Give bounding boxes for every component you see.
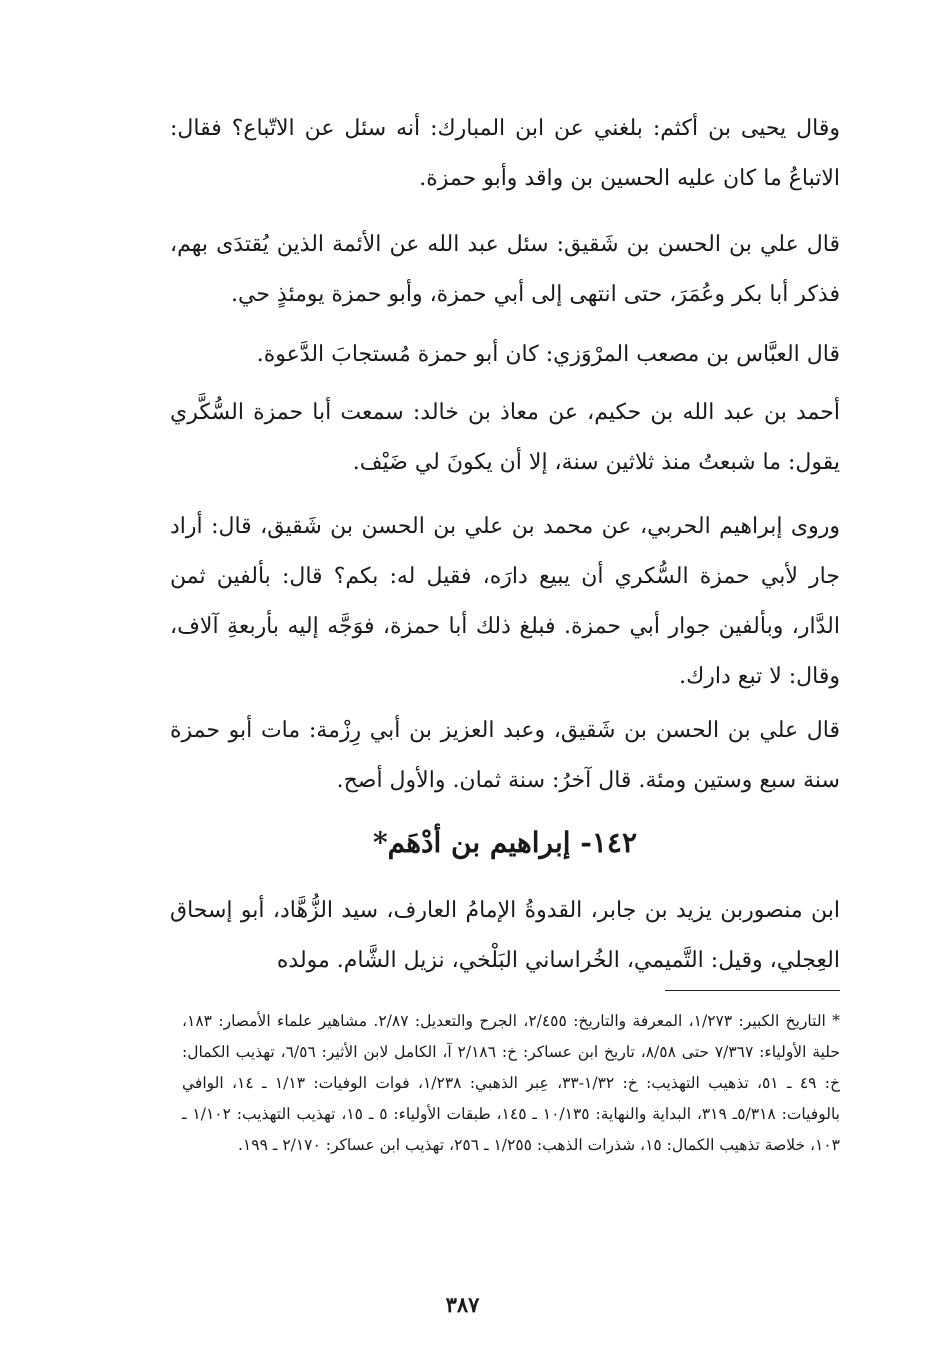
paragraph-yahya-ibn-aktham bbox=[170, 104, 840, 204]
paragraph-text: قال علي بن الحسن بن شَقيق، وعبد العزيز بن أبي رِزْمة: مات أبو حمزة سنة سبع وستين ومئة. قال آخرُ: سنة ثمان. والأول أصح. bbox=[170, 718, 840, 793]
paragraph-text: قال علي بن الحسن بن شَقيق: سئل عبد الله عن الأئمة الذين يُقتدَى بهم، فذكر أبا بكر وعُمَرَ، حتى انتهى إلى أبي حمزة، وأبو حمزة يومئذٍ حي. bbox=[170, 232, 840, 307]
footnote-references: * التاريخ الكبير: ١/٢٧٣، المعرفة والتاريخ: ٢/٤٥٥، الجرح والتعديل: ٢/٨٧. مشاهير علماء الأمصار: ١٨٣، حلية الأولياء: ٧/٣٦٧ حتى ٨/٥٨، تاريخ ابن عساكر: خ: ٢/١٨٦ آ، الكامل لابن الأثير: ٦/٥٦، تهذيب الكمال: خ: ٤٩ ـ ٥١، تذهيب التهذيب: خ: ١/٣٢-٣٣، عِبر الذهبي: ١/٢٣٨، فوات الوفيات: ١/١٣ ـ ١٤، الوافي بالوفيات: ٥/٣١٨ـ ٣١٩، البداية والنهاية: ١٠/١٣٥ ـ ١٤٥، طبقات الأولياء: ٥ ـ ١٥، تهذيب التهذيب: ١/١٠٢ ـ ١٠٣، خلاصة تذهيب الكمال: ١٥، شذرات الذهب: ١/٢٥٥ ـ ٢٥٦، تهذيب ابن عساكر: ٢/١٧٠ ـ ١٩٩. bbox=[182, 1012, 841, 1154]
page-number: ٣٨٧ bbox=[445, 1292, 480, 1317]
paragraph-text: وروى إبراهيم الحربي، عن محمد بن علي بن الحسن بن شَقيق، قال: أراد جار لأبي حمزة السُّكري أن يبيع دارَه، فقيل له: بكم؟ قال: بألفين ثمن الدَّار، وبألفين جوار أبي حمزة. فبلغ ذلك أبا حمزة، فوَجَّه إليه بأربعةِ آلاف، وقال: لا تبع دارك. bbox=[170, 514, 840, 689]
footnote-divider bbox=[665, 990, 840, 991]
paragraph-text: وقال يحيى بن أكثم: بلغني عن ابن المبارك: أنه سئل عن الاتّباع؟ فقال: الاتباعُ ما كان عليه الحسين بن واقد وأبو حمزة. bbox=[170, 116, 840, 191]
paragraph-al-abbas bbox=[170, 330, 840, 380]
paragraph-text: أحمد بن عبد الله بن حكيم، عن معاذ بن خالد: سمعت أبا حمزة السُّكَّري يقول: ما شبعتُ منذ ثلاثين سنة، إلا أن يكونَ لي ضَيْف. bbox=[170, 400, 840, 475]
section-heading: ١٤٢- إبراهيم بن أدْهَم* bbox=[372, 826, 638, 859]
paragraph-ibrahim-al-harbi bbox=[170, 502, 840, 702]
paragraph-ahmad-ibn-abdullah bbox=[170, 388, 840, 488]
paragraph-text: قال العبَّاس بن مصعب المرْوَزي: كان أبو حمزة مُستجابَ الدَّعوة. bbox=[256, 342, 840, 367]
paragraph-ibrahim-ibn-adham-bio bbox=[170, 886, 840, 986]
paragraph-ali-ibn-al-hasan bbox=[170, 220, 840, 320]
paragraph-death-date bbox=[170, 706, 840, 806]
paragraph-text: ابن منصوربن يزيد بن جابر، القدوةُ الإمامُ العارف، سيد الزُّهَّاد، أبو إسحاق العِجلي، وقيل: التَّميمي، الخُراساني البَلْخي، نزيل الشَّام. مولده bbox=[170, 898, 840, 973]
